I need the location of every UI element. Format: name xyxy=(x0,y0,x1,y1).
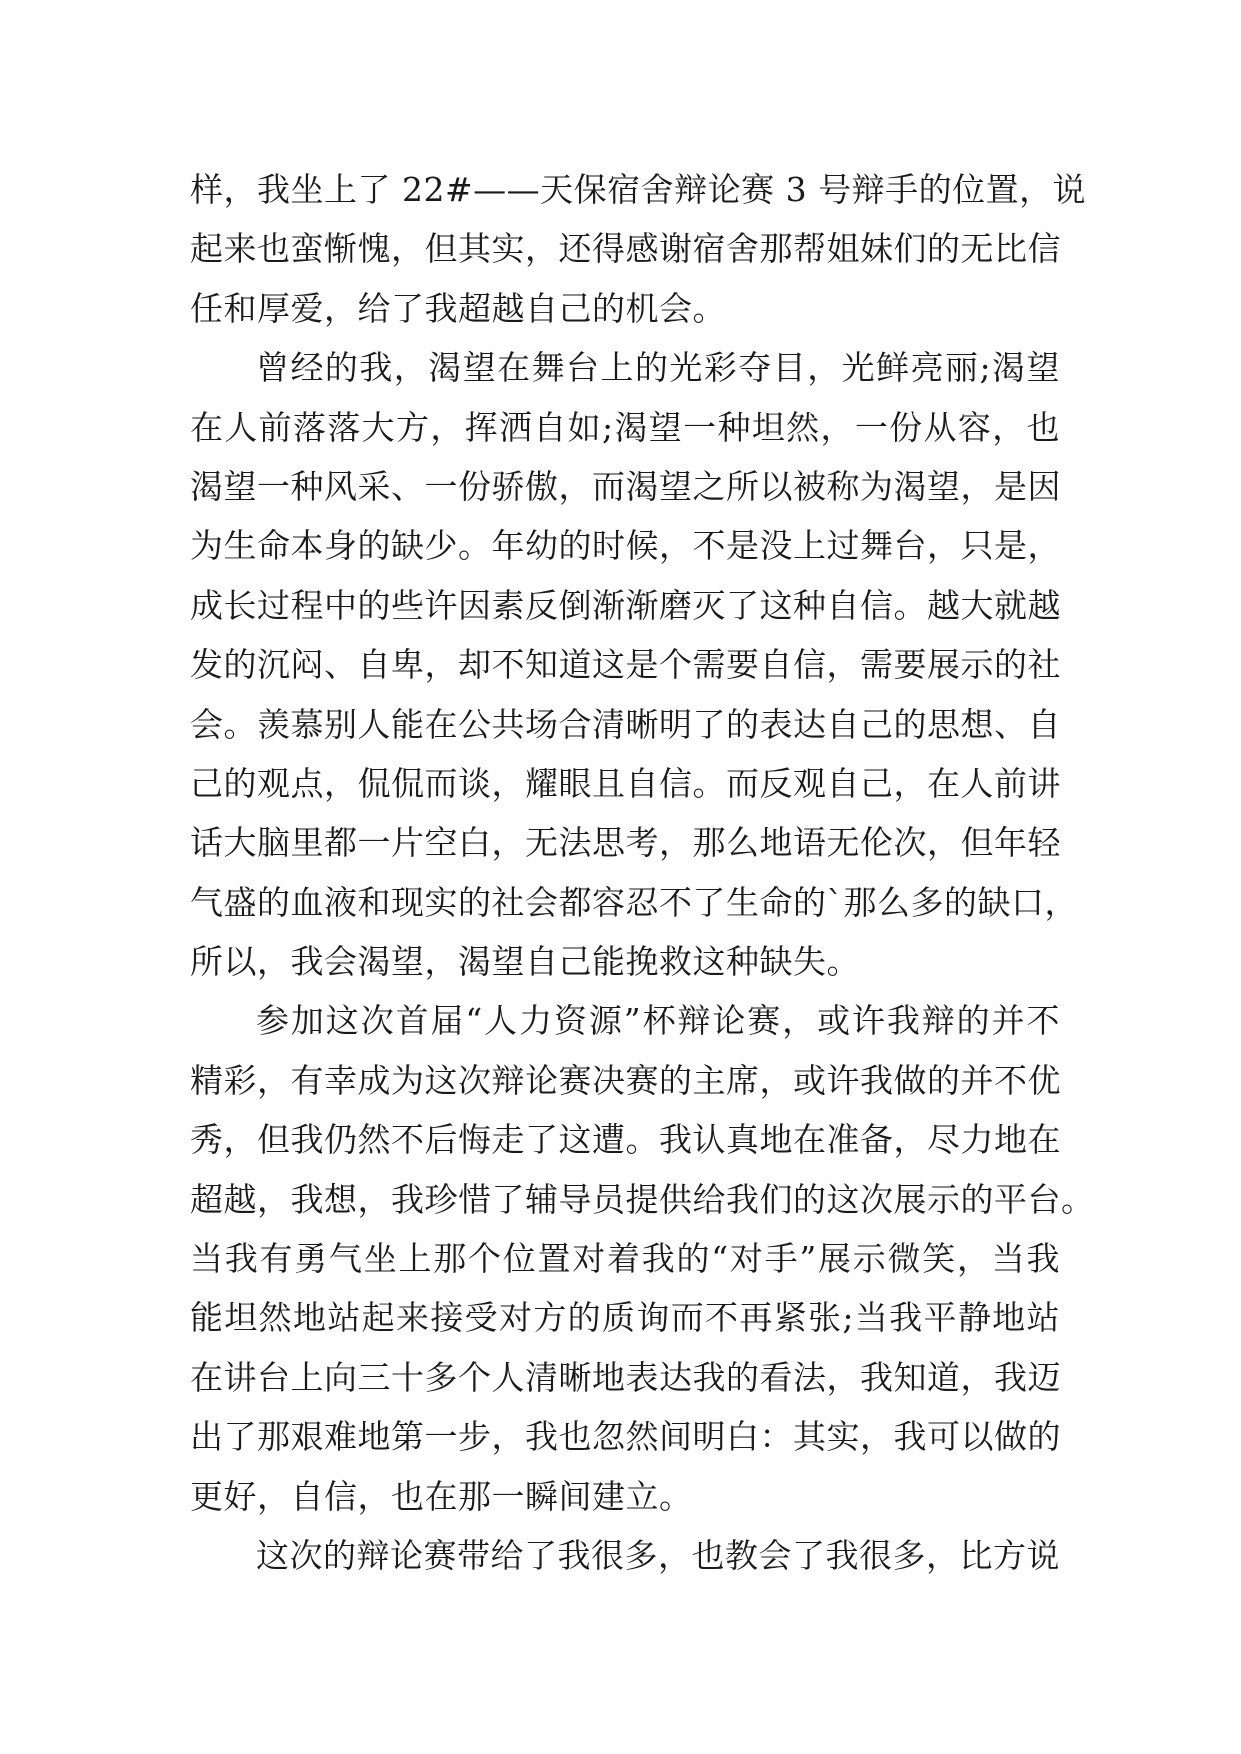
text-line: 秀，但我仍然不后悔走了这遭。我认真地在准备，尽力地在 xyxy=(190,1120,1061,1160)
text-line: 发的沉闷、自卑，却不知道这是个需要自信，需要展示的社 xyxy=(190,645,1061,685)
text-line: 己的观点，侃侃而谈，耀眼且自信。而反观自己，在人前讲 xyxy=(190,763,1061,803)
text-line: 渴望一种风采、一份骄傲，而渴望之所以被称为渴望，是因 xyxy=(190,466,1061,506)
document-body xyxy=(190,160,1095,1585)
text-line: 在讲台上向三十多个人清晰地表达我的看法，我知道，我迈 xyxy=(190,1357,1061,1397)
text-line: 成长过程中的些许因素反倒渐渐磨灭了这种自信。越大就越 xyxy=(190,585,1061,625)
text-line: 更好，自信，也在那一瞬间建立。 xyxy=(190,1476,693,1516)
text-line: 为生命本身的缺少。年幼的时候，不是没上过舞台，只是， xyxy=(190,526,1061,566)
text-line: 在人前落落大方，挥洒自如;渴望一种坦然，一份从容，也 xyxy=(190,407,1060,447)
text-line: 能坦然地站起来接受对方的质询而不再紧张;当我平静地站 xyxy=(190,1298,1060,1338)
paragraph-first-line: 这次的辩论赛带给了我很多，也教会了我很多，比方说 xyxy=(256,1535,1060,1575)
text-line: 任和厚爱，给了我超越自己的机会。 xyxy=(190,288,726,328)
text-line: 当我有勇气坐上那个位置对着我的“对手”展示微笑，当我 xyxy=(190,1239,1060,1279)
paragraph-first-line: 曾经的我，渴望在舞台上的光彩夺目，光鲜亮丽;渴望 xyxy=(256,348,1060,388)
text-line: 话大脑里都一片空白，无法思考，那么地语无伦次，但年轻 xyxy=(190,823,1061,863)
text-line: 样，我坐上了 22#——天保宿舍辩论赛 3 号辩手的位置，说 xyxy=(190,170,1087,209)
paragraph-first-line: 参加这次首届“人力资源”杯辩论赛，或许我辩的并不 xyxy=(256,1001,1060,1041)
text-line: 起来也蛮惭愧，但其实，还得感谢宿舍那帮姐妹们的无比信 xyxy=(190,229,1061,269)
text-line: 会。羡慕别人能在公共场合清晰明了的表达自己的思想、自 xyxy=(190,704,1061,744)
text-line: 出了那艰难地第一步，我也忽然间明白：其实，我可以做的 xyxy=(190,1417,1061,1457)
text-line: 所以，我会渴望，渴望自己能挽救这种缺失。 xyxy=(190,942,860,982)
text-line: 超越，我想，我珍惜了辅导员提供给我们的这次展示的平台。 xyxy=(190,1179,1095,1219)
text-line: 气盛的血液和现实的社会都容忍不了生命的`那么多的缺口， xyxy=(190,882,1078,922)
text-line: 精彩，有幸成为这次辩论赛决赛的主席，或许我做的并不优 xyxy=(190,1060,1061,1100)
